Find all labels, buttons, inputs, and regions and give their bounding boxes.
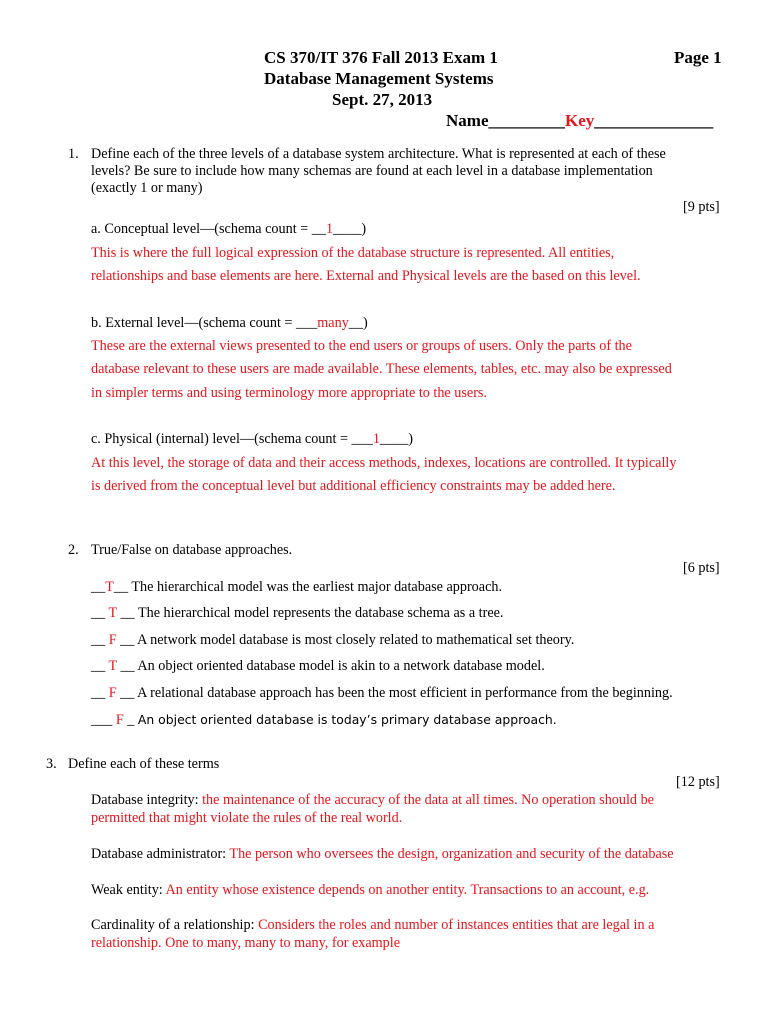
q1-prompt-line: Define each of the three levels of a database system architecture. What is represented at each of these	[91, 146, 666, 162]
tf-item	[91, 632, 574, 649]
q3-points: [12 pts]	[676, 774, 720, 790]
q1-part-a-answer: This is where the full logical expression of the database structure is represented. All entities,	[91, 245, 615, 261]
tf-answer: F	[108, 685, 117, 701]
q3-number: 3.	[46, 756, 57, 772]
tf-blank: __	[91, 632, 109, 648]
term-answer: An entity whose existence depends on another entity. Transactions to an account, e.g.	[165, 882, 650, 898]
tf-blank: __	[91, 658, 109, 674]
tf-answer: T	[108, 658, 117, 674]
q1-part-b-label	[91, 315, 368, 332]
name-value: Key	[564, 111, 595, 130]
term-definition	[91, 882, 649, 899]
q1-points: [9 pts]	[683, 199, 720, 215]
tf-blank: _	[123, 712, 138, 728]
term-definition	[91, 917, 654, 934]
q1-part-c-label	[91, 431, 413, 448]
tf-answer: T	[108, 605, 117, 621]
exam-title: CS 370/IT 376 Fall 2013 Exam 1	[264, 48, 498, 67]
q1-part-b-answer: in simpler terms and using terminology more appropriate to the users.	[91, 385, 487, 401]
tf-item	[91, 579, 502, 596]
page-number: Page 1	[674, 48, 722, 67]
q1-part-c-answer: At this level, the storage of data and their access methods, indexes, locations are controlled. It typically	[91, 455, 677, 471]
tf-blank: ___	[91, 712, 116, 728]
part-suffix: ____)	[379, 431, 414, 447]
tf-blank: __	[91, 685, 109, 701]
name-line	[446, 111, 713, 131]
schema-count-answer: 1	[325, 221, 334, 237]
tf-item	[91, 658, 545, 675]
tf-statement: A network model database is most closely related to mathematical set theory.	[137, 632, 575, 648]
part-suffix: __)	[348, 315, 368, 331]
q1-prompt-line: (exactly 1 or many)	[91, 180, 203, 196]
schema-count-answer: 1	[372, 431, 380, 447]
term-definition	[91, 792, 654, 809]
name-trail: ______________	[594, 111, 714, 130]
tf-answer: F	[115, 712, 124, 728]
part-prefix: c. Physical (internal) level—(schema count = ___	[91, 431, 373, 447]
term-answer: relationship. One to many, many to many, for example	[91, 935, 401, 951]
tf-answer: T	[105, 579, 114, 595]
term-label: Weak entity:	[91, 882, 166, 898]
exam-date: Sept. 27, 2013	[332, 90, 433, 109]
q3-prompt: Define each of these terms	[68, 756, 220, 772]
tf-statement: The hierarchical model represents the database schema as a tree.	[137, 605, 504, 621]
tf-statement: A relational database approach has been the most efficient in performance from the beginning.	[137, 685, 673, 701]
q1-part-c-answer: is derived from the conceptual level but additional efficiency constraints may be added here.	[91, 478, 616, 494]
tf-statement: The hierarchical model was the earliest major database approach.	[131, 579, 503, 595]
q1-part-a-label	[91, 221, 366, 238]
term-label: Database integrity:	[91, 792, 203, 808]
part-suffix: ____)	[333, 221, 367, 237]
q2-prompt: True/False on database approaches.	[91, 542, 293, 558]
tf-blank: __	[91, 605, 109, 621]
term-label: Cardinality of a relationship:	[91, 917, 259, 933]
tf-blank: __	[91, 579, 106, 595]
q2-number: 2.	[68, 542, 79, 558]
part-prefix: b. External level—(schema count = ___	[91, 315, 318, 331]
tf-item	[91, 685, 673, 702]
tf-item	[91, 605, 503, 622]
course-subtitle: Database Management Systems	[264, 69, 494, 88]
tf-blank: __	[116, 685, 138, 701]
q1-part-b-answer: These are the external views presented to the end users or groups of users. Only the parts of the	[91, 338, 632, 354]
name-label: Name_________	[446, 111, 565, 130]
part-prefix: a. Conceptual level—(schema count = __	[91, 221, 326, 237]
term-answer: Considers the roles and number of instances entities that are legal in a	[258, 917, 655, 933]
tf-statement: An object oriented database is today’s primary database approach.	[137, 712, 557, 727]
term-definition	[91, 846, 674, 863]
q1-prompt-line: levels? Be sure to include how many schemas are found at each level in a database implementation	[91, 163, 653, 179]
tf-statement: An object oriented database model is akin to a network database model.	[137, 658, 545, 674]
tf-blank: __	[113, 579, 132, 595]
term-label: Database administrator:	[91, 846, 230, 862]
tf-blank: __	[116, 632, 138, 648]
tf-answer: F	[108, 632, 117, 648]
schema-count-answer: many	[317, 315, 349, 331]
tf-item	[91, 712, 557, 729]
tf-blank: __	[116, 658, 138, 674]
tf-blank: __	[116, 605, 138, 621]
term-answer: permitted that might violate the rules of the real world.	[91, 810, 403, 826]
term-answer: the maintenance of the accuracy of the data at all times. No operation should be	[202, 792, 654, 808]
q1-part-b-answer: database relevant to these users are made available. These elements, tables, etc. may also be expressed	[91, 361, 672, 377]
q2-points: [6 pts]	[683, 560, 720, 576]
q1-number: 1.	[68, 146, 79, 162]
q1-part-a-answer: relationships and base elements are here. External and Physical levels are the based on this level.	[91, 268, 641, 284]
term-answer: The person who oversees the design, organization and security of the database	[229, 846, 674, 862]
